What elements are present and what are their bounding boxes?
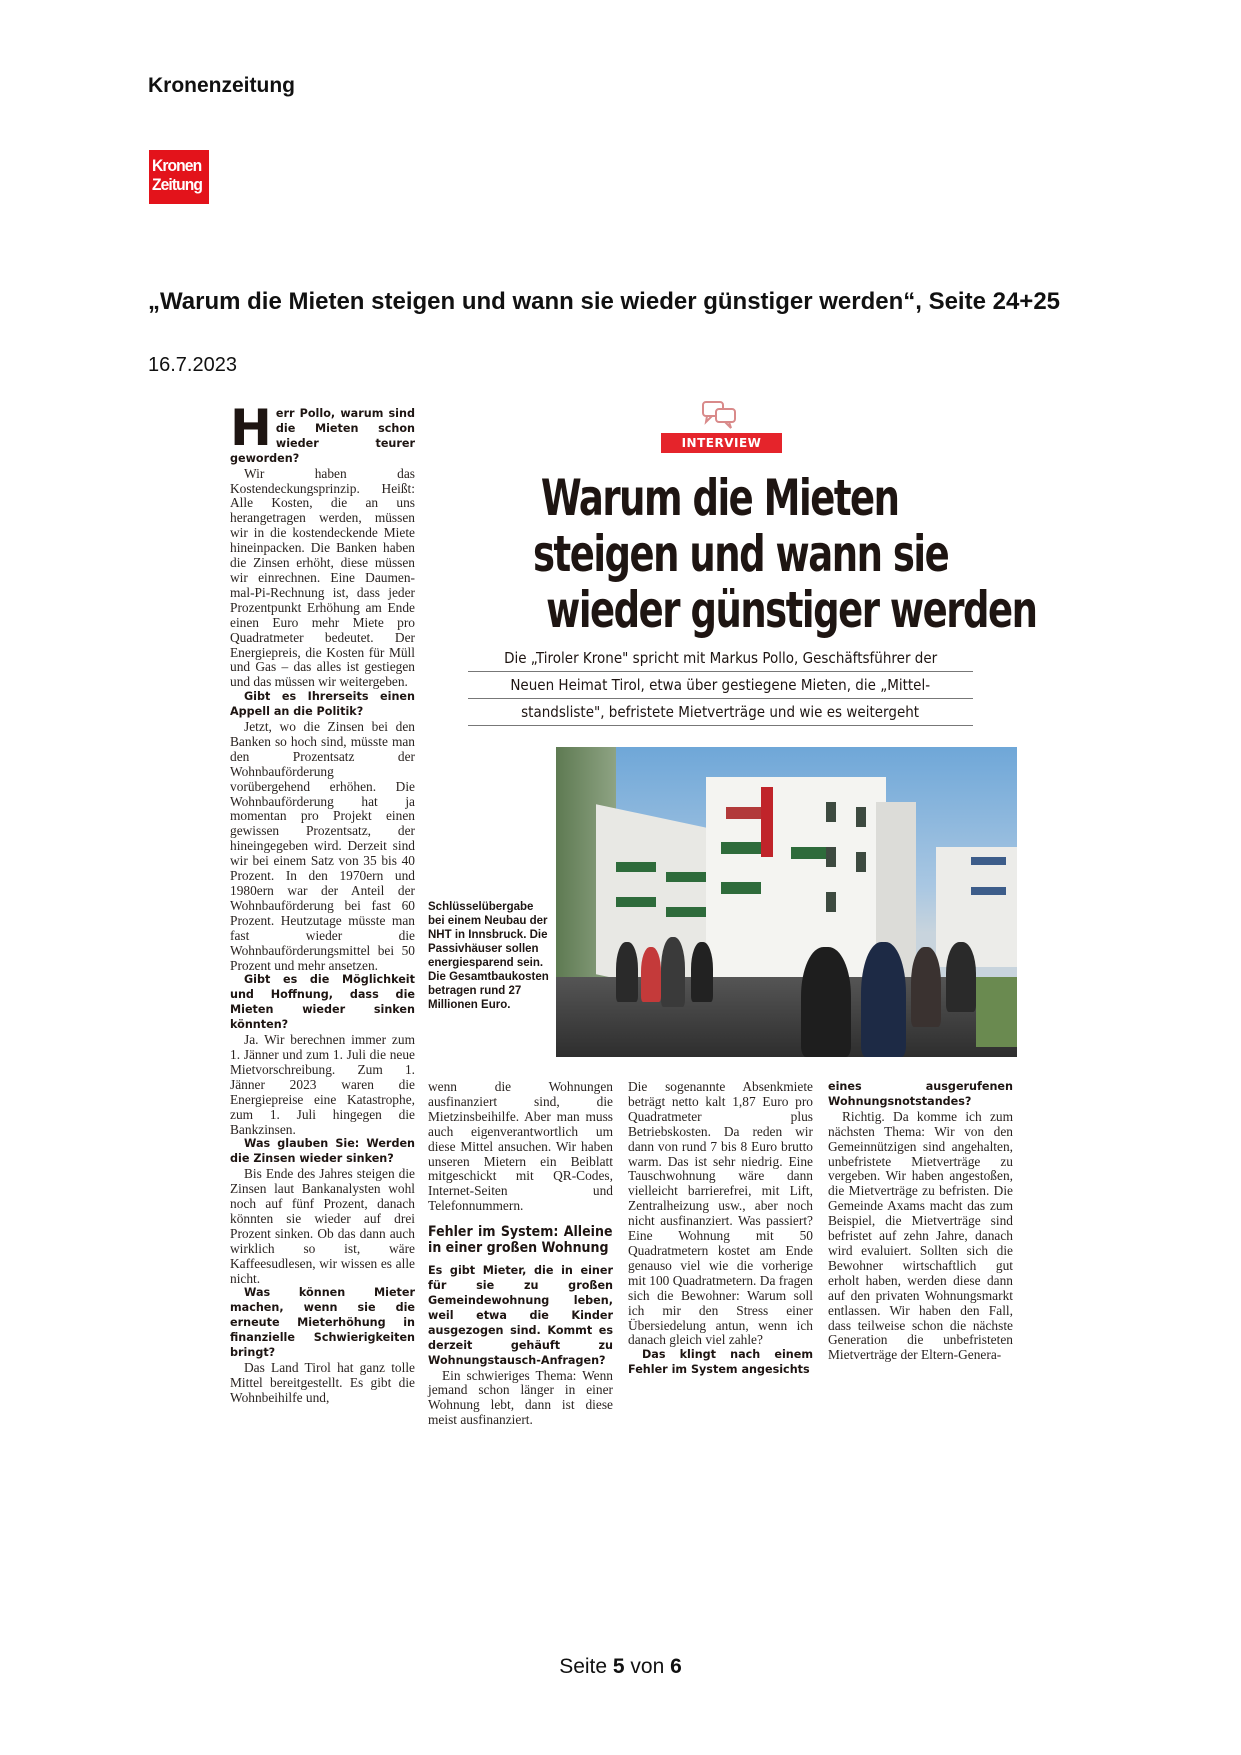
speech-bubbles-icon (701, 400, 737, 430)
document-date: 16.7.2023 (148, 354, 237, 376)
answer: wenn die Wohnungen ausfinanziert sind, die Mietzinsbeihilfe. Aber man muss auch eigenverantwortlich um diese Mittel ansuchen. Wir haben unseren Mietern ein Beiblatt mitgeschickt mit QR-Codes, Internet-Seiten und Telefonnummern. (428, 1079, 613, 1214)
article-photo (556, 747, 1017, 1057)
subheading: Fehler im System: Alleine in einer großen Wohnung (428, 1224, 613, 1257)
source-name: Kronenzeitung (148, 74, 295, 97)
article-column-4 (828, 1080, 1013, 1363)
question: Was können Mieter machen, wenn sie die erneute Mieterhöhung in finanzielle Schwierigkeiten bringt? (230, 1286, 415, 1360)
article-column-2 (428, 1080, 613, 1428)
total-pages: 6 (670, 1655, 682, 1678)
article-headline (460, 469, 1037, 639)
headline-line: steigen und wann sie (532, 525, 949, 583)
answer: Die sogenannte Absenkmiete beträgt netto kalt 1,87 Euro pro Quadratmeter plus Betriebskosten. Da reden wir dann von rund 7 bis 8 Euro brutto warm. Das ist sehr niedrig. Eine Tauschwohnung wäre dann vielleicht barrierefrei, mit Lift, Zentralheizung usw., aber noch nicht ausfinanziert. Was passiert? Eine Wohnung mit 50 Quadratmetern kostet am Ende genauso viel wie die vorherige mit 100 Quadratmetern. Da fragen sich die Bewohner: Warum soll ich mir den Stress einer Übersiedelung antun, wenn ich danach gleich viel zahle? (628, 1079, 813, 1348)
headline-line: wieder günstiger werden (546, 581, 1037, 639)
question: Das klingt nach einem Fehler im System angesichts (628, 1348, 813, 1377)
headline-line: Warum die Mieten (541, 469, 899, 527)
answer: Richtig. Da komme ich zum nächsten Thema: Wir von den Gemeinnützigen sind angehalten, unbefristete Mietverträge zu vergeben. Wir haben angestoßen, die Mietverträge zu befristen. Die Gemeinde Axams macht das zum Beispiel, die Mietverträge sind befristet auf zehn Jahre, danach wird evaluiert. Sollten sich die Bewohner wirtschaftlich gut erholt haben, werden diese dann auf den privaten Wohnungsmarkt entlassen. Wir haben den Fall, dass teilweise schon die nächste Generation die unbefristeten Mietverträge der Eltern-Genera- (828, 1108, 1013, 1363)
kronen-zeitung-logo (149, 150, 209, 204)
page-label: Seite (559, 1655, 613, 1678)
photo-caption: Schlüsselübergabe bei einem Neubau der NHT in Innsbruck. Die Passivhäuser sollen energiesparend sein. Die Gesamtbaukosten betragen rund 27 Millionen Euro. (428, 901, 549, 1011)
current-page: 5 (612, 1655, 625, 1678)
deck-line: Die „Tiroler Krone" spricht mit Markus Pollo, Geschäftsführer der (503, 649, 938, 667)
page-number (0, 1655, 1241, 1679)
article-deck (468, 645, 973, 726)
answer: Wir haben das Kostendeckungsprinzip. Heißt: Alle Kosten, die an uns herangetragen werden, müssen wir in die kostendeckende Miete hineinpacken. Die Banken haben die Zinsen erhöht, diese müssen wir einrechnen. Eine Daumen-mal-Pi-Rechnung ist, dass jeder Prozentpunkt Erhöhung am Ende einen Euro mehr Miete pro Quadratmeter bedeutet. Der Energiepreis, die Kosten für Müll und Gas – das alles ist gestiegen und das müssen wir weitergeben. (230, 465, 415, 690)
deck-line: Neuen Heimat Tirol, etwa über gestiegene Mieten, die „Mittel- (510, 676, 931, 694)
question: eines ausgerufenen Wohnungsnotstandes? (828, 1080, 1013, 1108)
answer: Ein schwieriges Thema: Wenn jemand schon länger in einer Wohnung lebt, dann ist diese meist ausfinanziert. (428, 1367, 613, 1428)
document-title: „Warum die Mieten steigen und wann sie wieder günstiger werden“, Seite 24+25 (148, 288, 1061, 315)
page-separator: von (624, 1655, 671, 1678)
logo-line-1: Kronen (152, 156, 202, 175)
answer: Ja. Wir berechnen immer zum 1. Jänner und zum 1. Juli die neue Mietvorschreibung. Zum 1. Jänner 2023 waren die Energiepreise eine Katastrophe, zum 1. Juli hingegen die Bankzinsen. (230, 1032, 415, 1137)
question (230, 399, 415, 467)
answer: Jetzt, wo die Zinsen bei den Banken so hoch sind, müsste man den Prozentsatz der Wohnbauförderung vorübergehend erhöhen. Die Wohnbauförderung hat ja momentan pro Projekt einen gewissen Prozentsatz, der hineingegeben wird. Derzeit sind wir bei einem Satz von 35 bis 40 Prozent. In den 1970ern und 1980ern war der Anteil der Wohnbauförderung bei fast 60 Prozent. Heutzutage müsste man fast wieder die Wohnbauförderungsmittel bei 50 Prozent und mehr ansetzen. (230, 719, 415, 973)
question: Gibt es die Möglichkeit und Hoffnung, dass die Mieten wieder sinken könnten? (230, 973, 415, 1032)
article-column-1 (230, 399, 415, 1406)
question: Es gibt Mieter, die in einer für sie zu großen Gemeindewohnung leben, weil etwa die Kinder ausgezogen sind. Kommt es derzeit gehäuft zu Wohnungstausch-Anfragen? (428, 1264, 613, 1367)
question: Was glauben Sie: Werden die Zinsen wieder sinken? (230, 1137, 415, 1166)
answer: Das Land Tirol hat ganz tolle Mittel bereitgestellt. Es gibt die Wohnbeihilfe und, (230, 1360, 415, 1405)
question: Gibt es Ihrerseits einen Appell an die Politik? (230, 690, 415, 719)
interview-label: INTERVIEW (661, 433, 782, 453)
deck-line: standsliste", befristete Mietverträge und wie es weitergeht (521, 703, 920, 721)
answer: Bis Ende des Jahres steigen die Zinsen laut Bankanalysten wohl noch auf fünf Prozent, danach könnten sie wieder auf drei Prozent sinken. Ob das dann auch wirklich so ist, wäre Kaffeesudlesen, wir wissen es alle nicht. (230, 1166, 415, 1286)
drop-cap: H (230, 399, 272, 457)
question-text: err Pollo, warum sind die Mieten schon wieder teurer geworden? (230, 407, 415, 465)
article-column-3 (628, 1080, 813, 1378)
logo-line-2: Zeitung (152, 175, 203, 194)
